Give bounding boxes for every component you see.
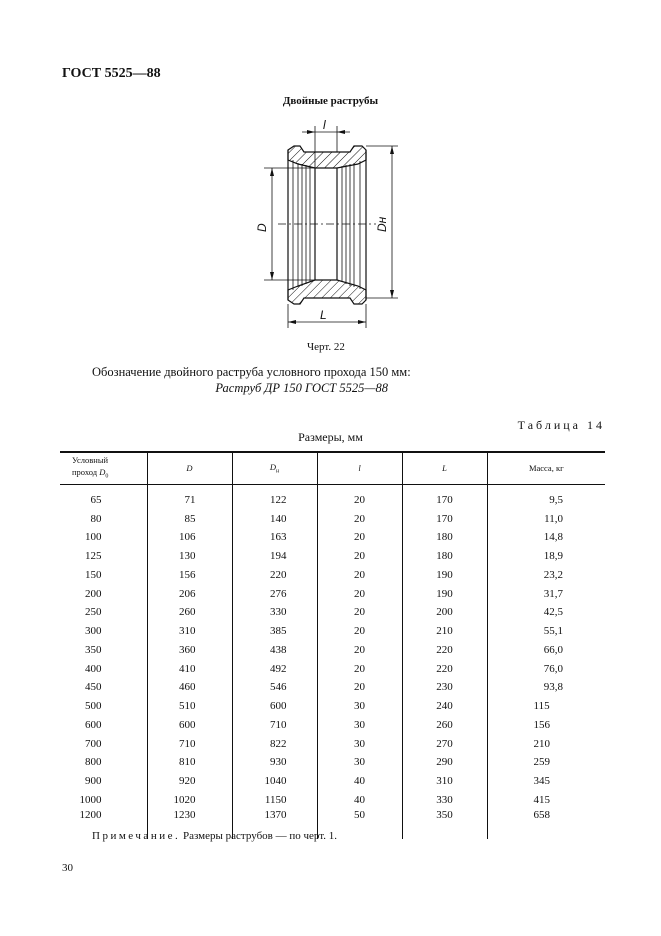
table-cell: 360 — [147, 641, 232, 660]
table-cell: 270 — [402, 734, 487, 753]
table-row — [60, 484, 605, 509]
table-cell: 66,0 — [487, 641, 605, 660]
table-cell: 140 — [232, 509, 317, 528]
table-cell: 260 — [147, 603, 232, 622]
table-cell: 500 — [85, 700, 102, 713]
table-cell: 1150 — [232, 791, 317, 810]
table-row — [60, 566, 605, 585]
table-cell: 20 — [317, 547, 402, 566]
table-cell: 300 — [85, 625, 102, 638]
designation-text: Обозначение двойного раструба условного прохода 150 мм: — [92, 365, 411, 379]
header-subscript: 0 — [105, 473, 109, 480]
header-mass: Масса, кг — [487, 452, 605, 484]
table-cell: 20 — [317, 484, 402, 509]
table-cell: 900 — [85, 775, 102, 788]
table-cell: 259 — [487, 753, 605, 772]
table-cell: 250 — [85, 606, 102, 619]
table-cell: 163 — [232, 528, 317, 547]
table-cell: 93,8 — [487, 678, 605, 697]
table-cell: 170 — [402, 484, 487, 509]
table-cell: 130 — [147, 547, 232, 566]
table-cell: 156 — [147, 566, 232, 585]
table-cell: 450 — [85, 681, 102, 694]
header-L: L — [402, 452, 487, 484]
table-cell: 230 — [402, 678, 487, 697]
table-cell: 310 — [147, 622, 232, 641]
table-cell: 200 — [85, 587, 102, 600]
table-cell: 210 — [402, 622, 487, 641]
table-cell: 150 — [85, 568, 102, 581]
table-cell: 194 — [232, 547, 317, 566]
table-cell: 546 — [232, 678, 317, 697]
table-cell: 220 — [232, 566, 317, 585]
table-cell: 710 — [147, 734, 232, 753]
table-cell: 1040 — [232, 772, 317, 791]
table-cell: 85 — [147, 509, 232, 528]
table-cell: 20 — [317, 641, 402, 660]
table-cell: 350 — [402, 809, 487, 839]
page-number: 30 — [62, 862, 73, 874]
dim-label-l: l — [323, 118, 326, 132]
table-cell: 20 — [317, 659, 402, 678]
table-cell: 240 — [402, 697, 487, 716]
table-cell: 23,2 — [487, 566, 605, 585]
table-cell: 20 — [317, 678, 402, 697]
dim-label-L: L — [320, 308, 327, 322]
table-row — [60, 547, 605, 566]
table-cell: 800 — [85, 756, 102, 769]
table-cell: 20 — [317, 622, 402, 641]
dim-label-Dn: Dн — [375, 216, 389, 232]
table-row — [60, 716, 605, 735]
header-text: Условный — [72, 454, 109, 465]
table-cell: 31,7 — [487, 584, 605, 603]
table-cell: 190 — [402, 566, 487, 585]
table-row — [60, 791, 605, 810]
dim-label-D: D — [255, 223, 269, 232]
table-cell: 710 — [232, 716, 317, 735]
table-cell: 438 — [232, 641, 317, 660]
table-cell: 180 — [402, 547, 487, 566]
header-text: проход — [72, 466, 98, 477]
table-cell: 180 — [402, 528, 487, 547]
table-row — [60, 678, 605, 697]
note-text: Размеры раструбов — по черт. 1. — [180, 830, 338, 842]
table-row — [60, 622, 605, 641]
table-cell: 20 — [317, 566, 402, 585]
header-symbol: D — [99, 466, 106, 477]
table-cell: 220 — [402, 659, 487, 678]
table-cell: 30 — [317, 697, 402, 716]
table-cell: 492 — [232, 659, 317, 678]
table-cell: 400 — [85, 662, 102, 675]
table-cell: 115 — [487, 697, 605, 716]
table-cell: 276 — [232, 584, 317, 603]
table-cell: 600 — [85, 718, 102, 731]
table-cell: 810 — [147, 753, 232, 772]
table-cell: 385 — [232, 622, 317, 641]
table-cell: 20 — [317, 603, 402, 622]
table-cell: 310 — [402, 772, 487, 791]
table-row — [60, 528, 605, 547]
header-D: D — [147, 452, 232, 484]
table-cell: 40 — [317, 791, 402, 810]
table-cell: 210 — [487, 734, 605, 753]
table-cell: 40 — [317, 772, 402, 791]
header-l: l — [317, 452, 402, 484]
table-cell: 80 — [90, 512, 102, 525]
table-row — [60, 641, 605, 660]
table-row — [60, 509, 605, 528]
table-row — [60, 584, 605, 603]
table-cell: 42,5 — [487, 603, 605, 622]
table-cell: 20 — [317, 528, 402, 547]
dimensions-table — [60, 451, 605, 839]
table-cell: 1000 — [79, 793, 102, 806]
table-cell: 1200 — [79, 809, 102, 822]
table-cell: 11,0 — [487, 509, 605, 528]
table-cell: 658 — [487, 809, 605, 839]
table-cell: 71 — [147, 484, 232, 509]
table-cell: 30 — [317, 734, 402, 753]
table-cell: 100 — [85, 531, 102, 544]
table-row — [60, 603, 605, 622]
document-header: ГОСТ 5525—88 — [62, 66, 161, 81]
table-cell: 76,0 — [487, 659, 605, 678]
table-cell: 170 — [402, 509, 487, 528]
table-cell: 510 — [147, 697, 232, 716]
table-cell: 330 — [402, 791, 487, 810]
double-socket-drawing — [230, 112, 410, 334]
table-cell: 415 — [487, 791, 605, 810]
table-cell: 106 — [147, 528, 232, 547]
table-cell: 50 — [317, 809, 402, 839]
table-cell: 9,5 — [487, 484, 605, 509]
table-cell: 200 — [402, 603, 487, 622]
table-cell: 350 — [85, 643, 102, 656]
table-cell: 290 — [402, 753, 487, 772]
table-note — [92, 830, 337, 842]
table-row — [60, 772, 605, 791]
table-cell: 1370 — [232, 809, 317, 839]
table-cell: 206 — [147, 584, 232, 603]
table-row — [60, 753, 605, 772]
table-row — [60, 659, 605, 678]
table-cell: 220 — [402, 641, 487, 660]
figure-caption: Черт. 22 — [307, 341, 345, 353]
header-Dn: $D_н$ — [232, 452, 317, 484]
table-cell: 18,9 — [487, 547, 605, 566]
table-cell: 1230 — [147, 809, 232, 839]
table-cell: 30 — [317, 753, 402, 772]
table-cell: 122 — [232, 484, 317, 509]
table-cell: 156 — [487, 716, 605, 735]
designation-example: Раструб ДР 150 ГОСТ 5525—88 — [215, 381, 388, 395]
table-header-row — [60, 452, 605, 484]
table-cell: 30 — [317, 716, 402, 735]
table-cell: 600 — [232, 697, 317, 716]
table-row — [60, 734, 605, 753]
table-cell: 14,8 — [487, 528, 605, 547]
table-cell: 822 — [232, 734, 317, 753]
table-cell: 20 — [317, 509, 402, 528]
table-cell: 920 — [147, 772, 232, 791]
table-cell: 930 — [232, 753, 317, 772]
table-cell: 190 — [402, 584, 487, 603]
header-nominal-bore — [60, 452, 147, 484]
table-cell: 1020 — [147, 791, 232, 810]
table-cell: 345 — [487, 772, 605, 791]
table-cell: 55,1 — [487, 622, 605, 641]
table-cell: 125 — [85, 550, 102, 563]
note-label: Примечание. — [92, 830, 181, 842]
table-cell: 600 — [147, 716, 232, 735]
table-number: Таблица 14 — [517, 418, 605, 432]
table-cell: 20 — [317, 584, 402, 603]
table-cell: 410 — [147, 659, 232, 678]
table-cell: 260 — [402, 716, 487, 735]
table-cell: 330 — [232, 603, 317, 622]
table-cell: 700 — [85, 737, 102, 750]
table-cell: 460 — [147, 678, 232, 697]
table-caption: Размеры, мм — [298, 430, 363, 444]
table-cell: 65 — [90, 493, 102, 506]
figure-title: Двойные раструбы — [282, 95, 379, 107]
table-row — [60, 697, 605, 716]
